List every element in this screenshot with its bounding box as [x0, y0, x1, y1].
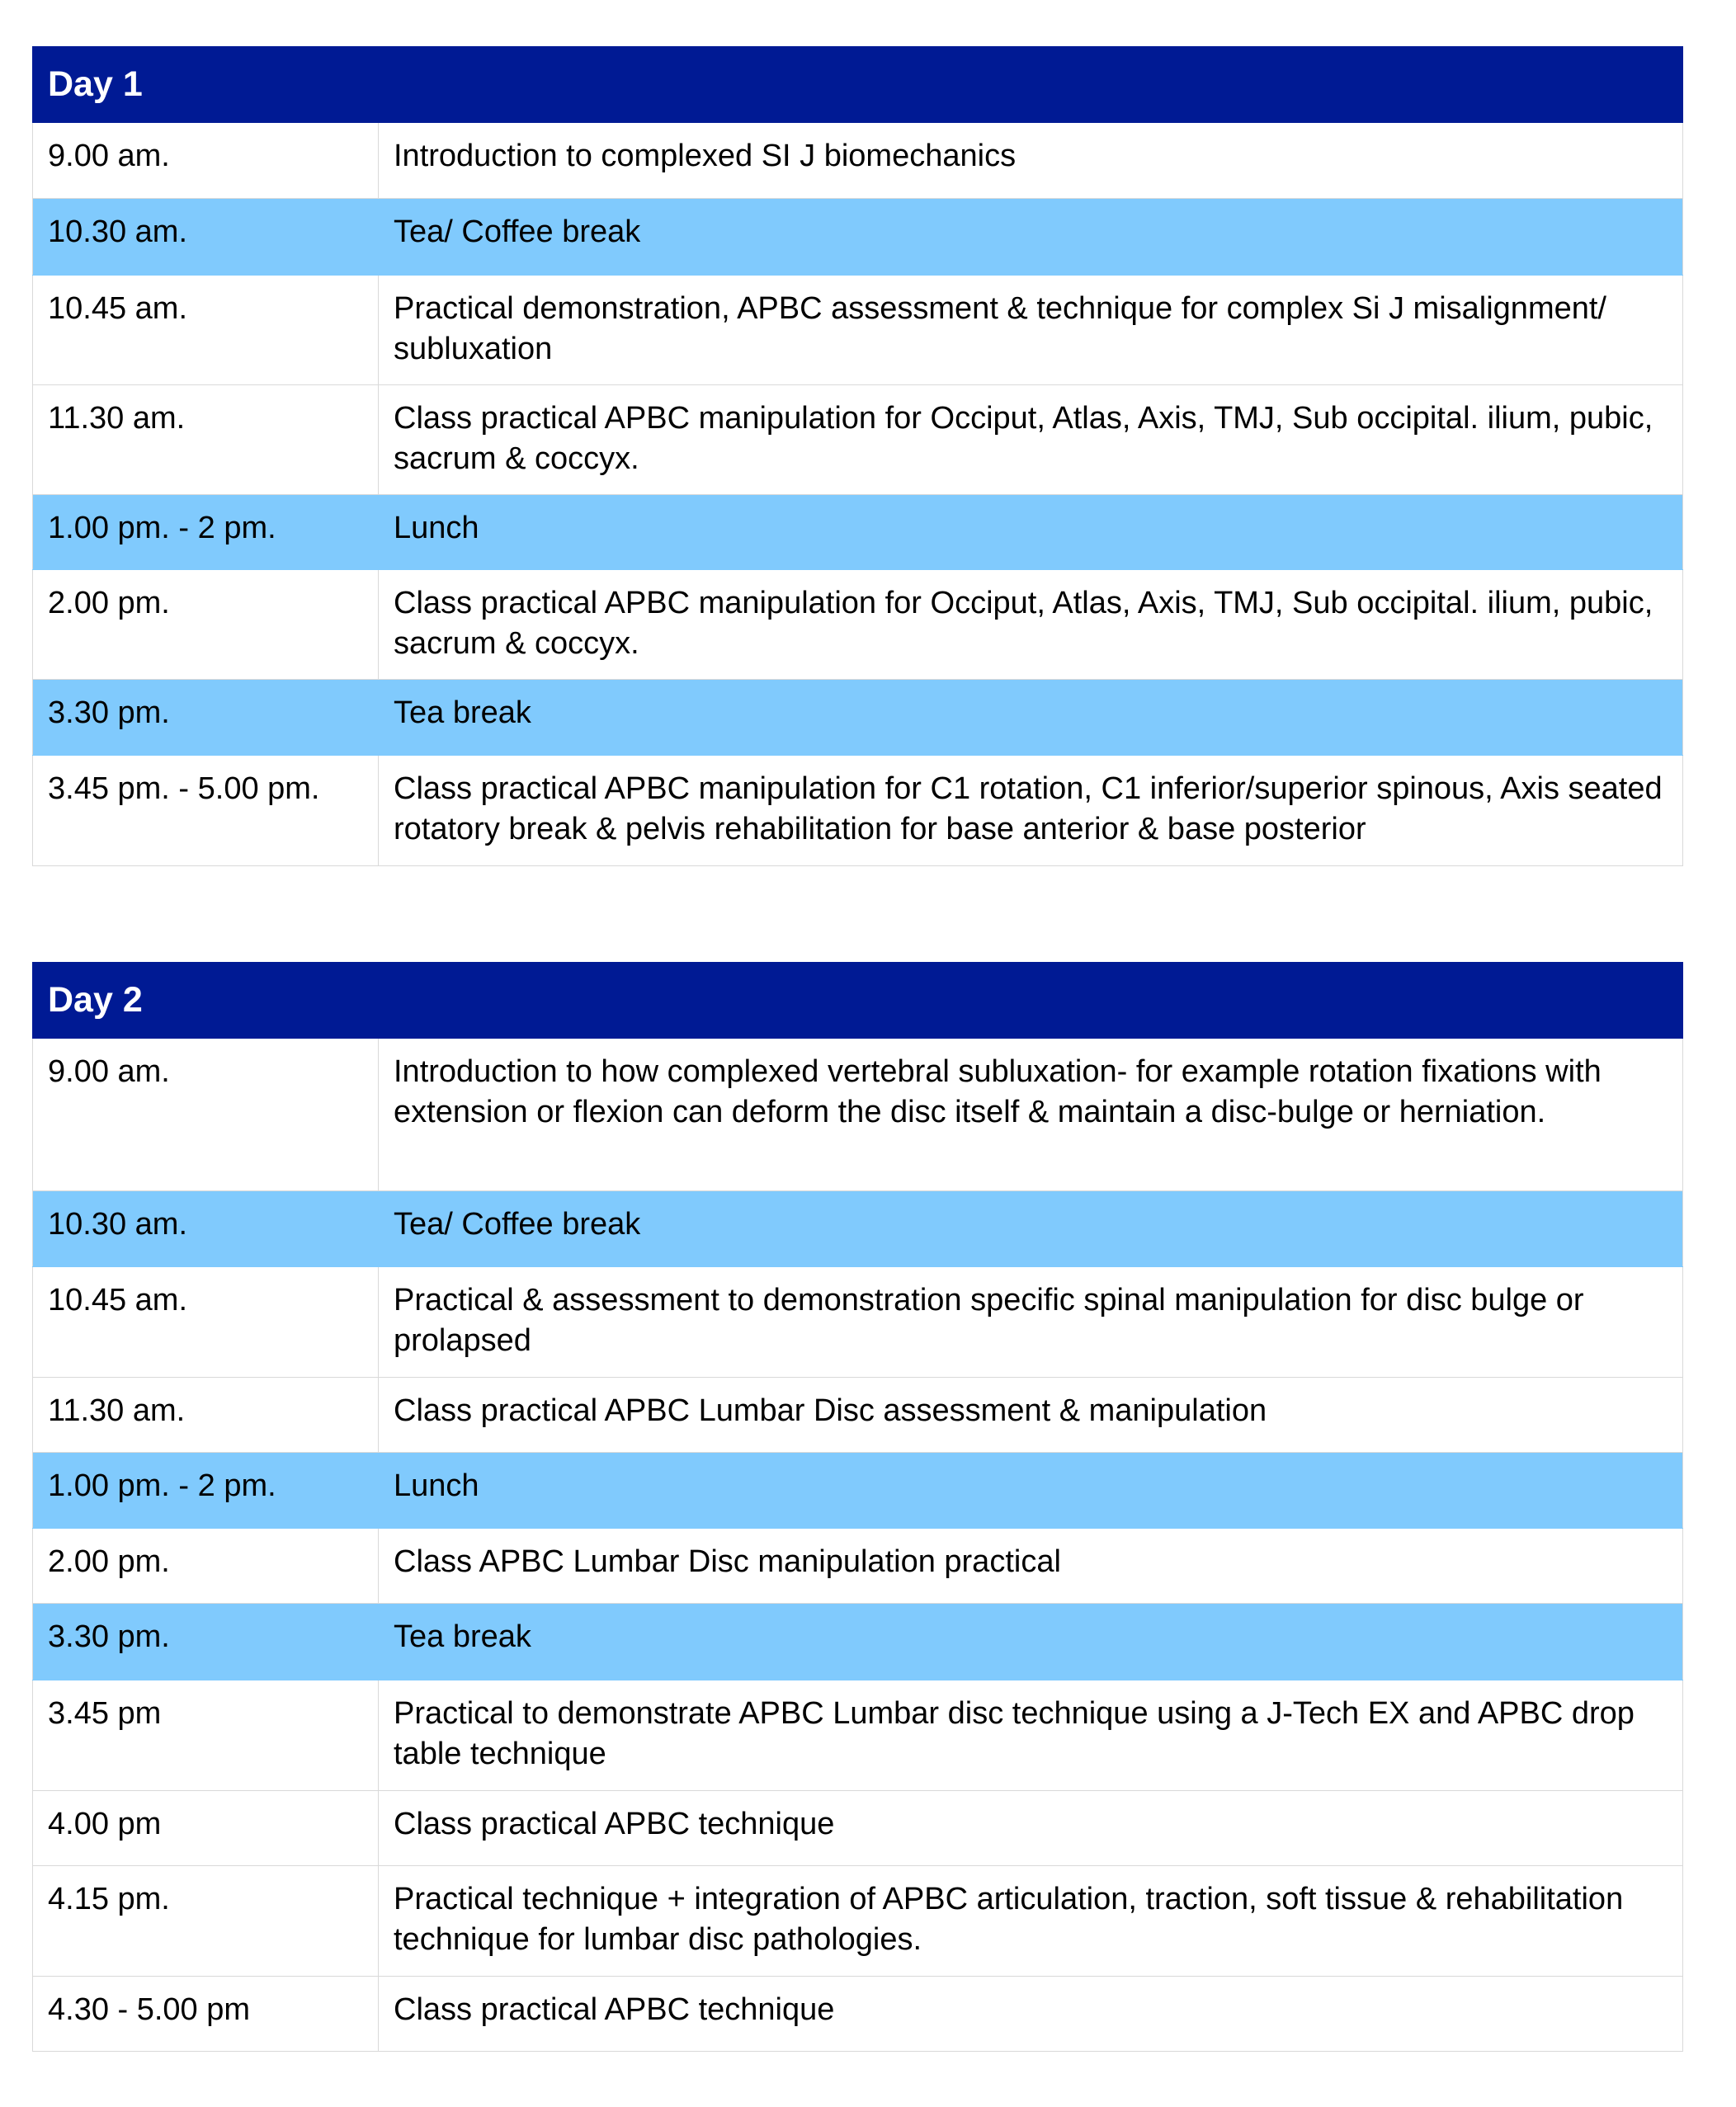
time-cell: 11.30 am. [33, 1378, 379, 1453]
time-cell: 10.30 am. [33, 199, 379, 276]
schedule-row [33, 1039, 1683, 1191]
break-row [33, 680, 1683, 756]
time-cell: 1.00 pm. - 2 pm. [33, 495, 379, 570]
day-2-schedule-table [32, 962, 1683, 2052]
activity-cell: Class practical APBC technique [379, 1977, 1683, 2052]
activity-cell: Lunch [379, 495, 1683, 570]
schedule-row [33, 1791, 1683, 1866]
time-cell: 10.45 am. [33, 276, 379, 385]
time-cell: 2.00 pm. [33, 570, 379, 680]
time-cell: 11.30 am. [33, 385, 379, 495]
schedule-row [33, 1378, 1683, 1453]
time-cell: 3.30 pm. [33, 1604, 379, 1680]
schedule-row [33, 1977, 1683, 2052]
break-row [33, 1453, 1683, 1529]
schedule-row [33, 1267, 1683, 1378]
activity-cell: Class practical APBC manipulation for Occiput, Atlas, Axis, TMJ, Sub occipital. ilium, pubic, sacrum & coccyx. [379, 385, 1683, 495]
time-cell: 3.30 pm. [33, 680, 379, 756]
time-cell: 10.45 am. [33, 1267, 379, 1378]
activity-cell: Practical demonstration, APBC assessment & technique for complex Si J misalignment/ subluxation [379, 276, 1683, 385]
schedule-row [33, 756, 1683, 866]
activity-cell: Introduction to complexed SI J biomechanics [379, 123, 1683, 199]
schedule-row [33, 276, 1683, 385]
schedule-row [33, 385, 1683, 495]
activity-cell: Tea break [379, 680, 1683, 756]
time-cell: 3.45 pm [33, 1680, 379, 1791]
activity-cell: Tea/ Coffee break [379, 1191, 1683, 1267]
time-cell: 3.45 pm. - 5.00 pm. [33, 756, 379, 866]
activity-cell: Class practical APBC manipulation for Occiput, Atlas, Axis, TMJ, Sub occipital. ilium, pubic, sacrum & coccyx. [379, 570, 1683, 680]
time-cell: 1.00 pm. - 2 pm. [33, 1453, 379, 1529]
schedule-row [33, 1529, 1683, 1604]
day-1-schedule-table [32, 46, 1683, 866]
activity-cell: Tea break [379, 1604, 1683, 1680]
time-cell: 4.15 pm. [33, 1866, 379, 1977]
schedule-row [33, 1680, 1683, 1791]
break-row [33, 495, 1683, 570]
activity-cell: Class APBC Lumbar Disc manipulation practical [379, 1529, 1683, 1604]
day-title: Day 1 [33, 47, 1683, 123]
break-row [33, 1604, 1683, 1680]
break-row [33, 1191, 1683, 1267]
time-cell: 2.00 pm. [33, 1529, 379, 1604]
day-title: Day 2 [33, 963, 1683, 1039]
schedule-row [33, 1866, 1683, 1977]
activity-cell: Tea/ Coffee break [379, 199, 1683, 276]
break-row [33, 199, 1683, 276]
schedule-row [33, 570, 1683, 680]
activity-cell: Class practical APBC Lumbar Disc assessment & manipulation [379, 1378, 1683, 1453]
activity-cell: Class practical APBC technique [379, 1791, 1683, 1866]
activity-cell: Introduction to how complexed vertebral subluxation- for example rotation fixations with extension or flexion can deform the disc itself & maintain a disc-bulge or herniation. [379, 1039, 1683, 1191]
activity-cell: Practical to demonstrate APBC Lumbar disc technique using a J-Tech EX and APBC drop table technique [379, 1680, 1683, 1791]
schedule-row [33, 123, 1683, 199]
day-header-row [33, 47, 1683, 123]
activity-cell: Practical & assessment to demonstration specific spinal manipulation for disc bulge or prolapsed [379, 1267, 1683, 1378]
time-cell: 9.00 am. [33, 1039, 379, 1191]
time-cell: 4.30 - 5.00 pm [33, 1977, 379, 2052]
time-cell: 4.00 pm [33, 1791, 379, 1866]
activity-cell: Class practical APBC manipulation for C1 rotation, C1 inferior/superior spinous, Axis seated rotatory break & pelvis rehabilitation for base anterior & base posterior [379, 756, 1683, 866]
activity-cell: Lunch [379, 1453, 1683, 1529]
activity-cell: Practical technique + integration of APBC articulation, traction, soft tissue & rehabilitation technique for lumbar disc pathologies. [379, 1866, 1683, 1977]
time-cell: 10.30 am. [33, 1191, 379, 1267]
time-cell: 9.00 am. [33, 123, 379, 199]
day-header-row [33, 963, 1683, 1039]
